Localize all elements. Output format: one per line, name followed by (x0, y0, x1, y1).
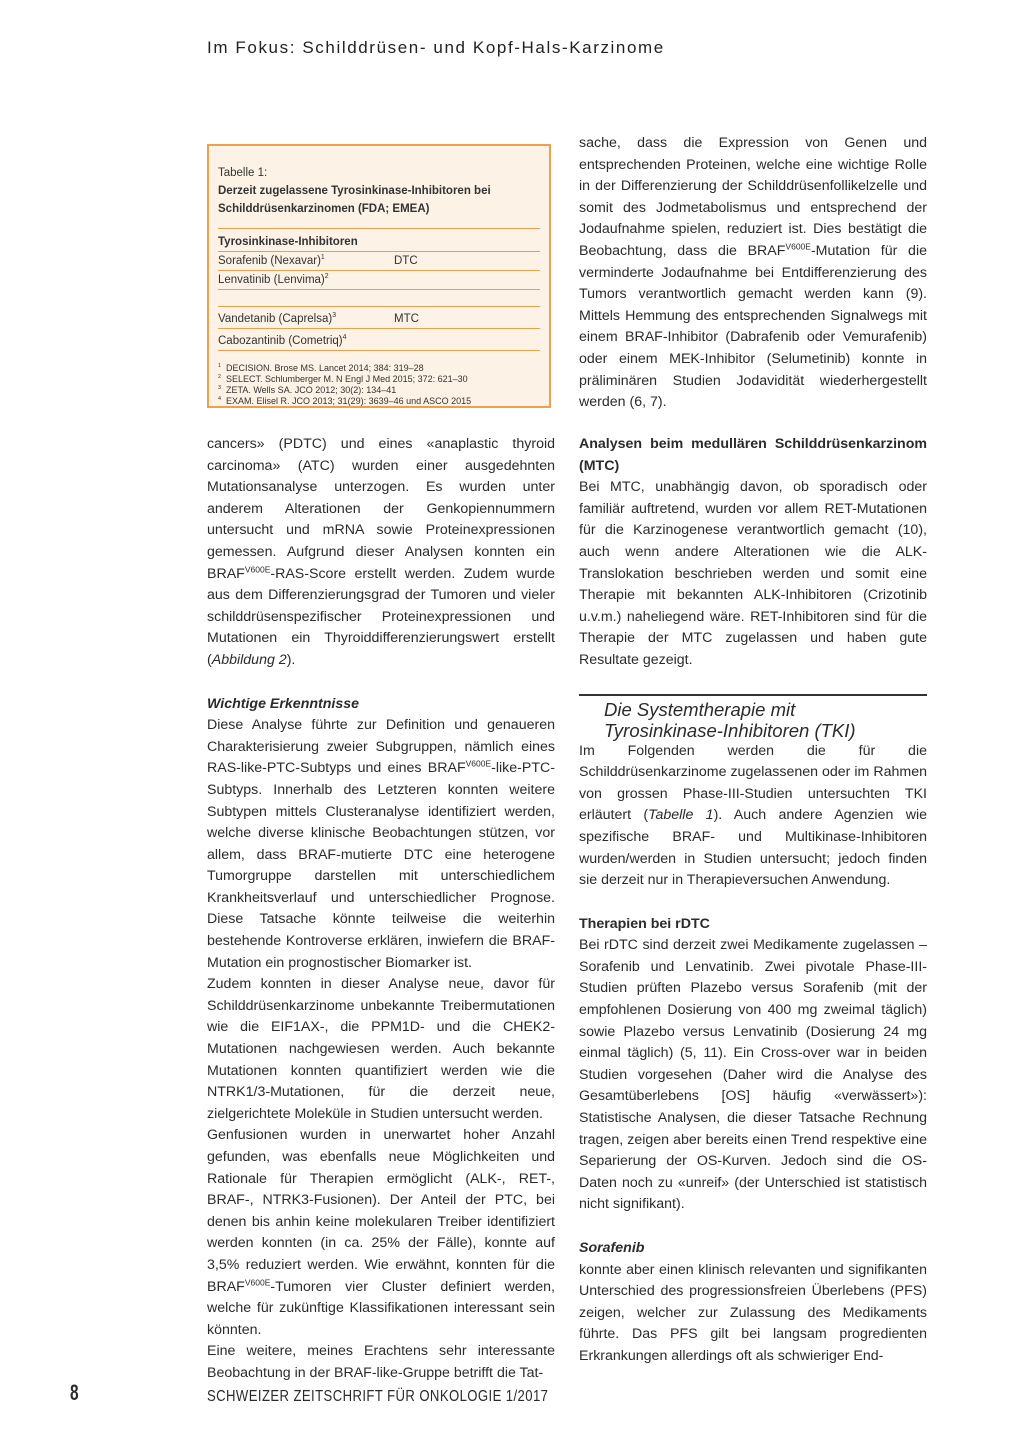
indication (394, 271, 540, 289)
right-column (579, 434, 927, 1368)
drug-footnote-ref: 3 (332, 312, 337, 320)
table-top-rule (218, 228, 540, 229)
table-row (218, 332, 540, 351)
body-paragraph: cancers» (PDTC) und eines «anaplastic thyroid carcinoma» (ATC) wurden einer ausgedehnten Mutationsanalyse unterzogen. Es wurden unter anderem Alterationen der Genkopiennummern untersucht und mRNA sowie Proteinexpressionen gemessen. Aufgrund dieser Analysen konnten ein $BRAF^{V600E}-RAS$-Score erstellt werden. Zudem wurde aus dem Differenzierungsgrad der Tumoren und vieler schilddrüsenspezifischer Proteinexpressionen und Mutationen ein Thyroiddifferenzierungswert erstellt (Abbildung 2). (207, 436, 555, 668)
section-title-systemtherapie: Die Systemtherapie mit Tyrosinkinase-Inhibitoren (TKI) (579, 694, 927, 741)
body-paragraph: Bei MTC, unabhängig davon, ob sporadisch oder familiär auftretend, wurden vor allem RET-Mutationen für die Karzinogenese verantwortlich gemacht (10), auch wenn andere Alterationen wie die ALK-Translokation beschrieben werden und somit eine Therapie mit bekannten ALK-Inhibitoren (Crizotinib u.v.m.) naheliegend wäre. RET-Inhibitoren sind für die Therapie der MTC zugelassen und haben gute Resultate gezeigt. (579, 479, 927, 668)
drug-footnote-ref: 1 (320, 254, 325, 262)
body-paragraph: Diese Analyse führte zur Definition und genaueren Charakterisierung zweier Subgruppen, nämlich eines RAS-like-PTC-Subtyps und eines $BRAF^{V600E}-like-PTC$-Subtyps. Innerhalb des Letzteren konnten weitere Subtypen mittels Clusteranalyse identifiziert werden, welche diverse klinische Beobachtungen stützen, vor allem, dass BRAF-mutierte DTC eine heterogene Tumorgruppe darstellen mit unterschiedlichem Krankheitsverlauf und unterschiedlicher Prognose. Diese Tatsache könnte teilweise die weiterhin bestehende Kontroverse erklären, inwiefern die BRAF-Mutation ein prognostischer Biomarker ist. (207, 717, 555, 971)
body-paragraph: Genfusionen wurden in unerwartet hoher Anzahl gefunden, was ebenfalls neue Möglichkeiten und Rationale für Therapien ermöglicht (ALK-, RET-, BRAF-, NTRK3-Fusionen). Der Anteil der PTC, bei denen bis anhin keine molekularen Treiber identifiziert werden konnten (in ca. 25% der Fälle), konnte auf 3,5% reduziert werden. Wie erwähnt, konnten für die $BRAF^{V600E}$-Tumoren vier Cluster definiert werden, welche für zukünftige Klassifikationen interessant sein könnten. (207, 1127, 555, 1338)
table-title-line2: Schilddrüsenkarzinomen (FDA; EMEA) (218, 203, 430, 215)
drug-name: Vandetanib (Caprelsa) (218, 313, 333, 325)
drug-footnote-ref: 2 (324, 273, 329, 281)
table-row (218, 252, 540, 271)
table-row (218, 271, 540, 290)
table-footnotes (218, 363, 540, 407)
body-paragraph: Eine weitere, meines Erachtens sehr interessante Beobachtung in der BRAF-like-Gruppe betrifft die Tat- (207, 1343, 555, 1381)
table-label: Tabelle 1: (218, 167, 268, 179)
body-paragraph: konnte aber einen klinisch relevanten und signifikanten Unterschied des progressionsfreien Überlebens (PFS) zeigen, welcher zur Zulassung des Medikaments führte. Das PFS gilt bei langsam progredienten Erkrankungen allerdings oft als schwieriger End- (579, 1261, 927, 1364)
drug-name: Sorafenib (Nexavar) (218, 255, 321, 267)
footnote: $^4$ EXAM. Elisel R. JCO 2013; 31(29): 3639–46 und ASCO 2015 (218, 396, 472, 406)
body-paragraph: Im Folgenden werden die für die Schilddrüsenkarzinome zugelassenen oder im Rahmen von grossen Phase-III-Studien untersuchten TKI erläutert (Tabelle 1). Auch andere Agenzien wie spezifische BRAF- und Multikinase-Inhibitoren wurden/werden in Studien untersucht; jedoch finden sie derzeit nur in Therapieversuchen Anwendung. (579, 742, 927, 889)
drug-name: Lenvatinib (Lenvima) (218, 274, 325, 286)
drug-footnote-ref: 4 (342, 334, 347, 342)
journal-footer: SCHWEIZER ZEITSCHRIFT FÜR ONKOLOGIE 1/2017 (207, 1388, 549, 1405)
page-number: 8 (70, 1380, 79, 1405)
left-column (207, 434, 555, 1385)
table-column-header: Tyrosinkinase-Inhibitoren (218, 233, 540, 252)
indication: DTC (394, 255, 418, 267)
body-paragraph: sache, dass die Expression von Genen und entsprechenden Proteinen, welche eine wichtige Rolle in der Differenzierung der Schilddrüsenfollikelzelle und somit des Jodmetabolismus und entsprechend der Jodaufnahme spielen, reduziert ist. Dies bestätigt die Beobachtung, dass die $BRAF^{V600E}$-Mutation für die verminderte Jodaufnahme bei Entdifferenzierung des Tumors verantwortlich gemacht werden kann (9). Mittels Hemmung des entsprechenden Signalwegs mit einem BRAF-Inhibitor (Dabrafenib oder Vemurafenib) oder einem MEK-Inhibitor (Selumetinib) konnte in präliminären Studien Jodavidität wiederhergestellt werden (6, 7). (579, 135, 927, 411)
table-title-line1: Derzeit zugelassene Tyrosinkinase-Inhibitoren bei (218, 185, 491, 197)
indication: MTC (394, 313, 419, 325)
figure-reference: Abbildung 2 (211, 651, 287, 668)
body-paragraph: Zudem konnten in dieser Analyse neue, davor für Schilddrüsenkarzinome unbekannte Treibermutationen wie die EIF1AX-, die PPM1D- und die CHEK2-Mutationen nachgewiesen werden. Auch bekannte Mutationen konnten quantifiziert werden wie die NTRK1/3-Mutationen, für die derzeit neue, zielgerichtete Moleküle in Studien untersucht werden. (207, 976, 555, 1122)
indication (394, 332, 540, 350)
table-reference: Tabelle 1 (648, 807, 714, 824)
footnote: $^2$ SELECT. Schlumberger M. N Engl J Med 2015; 372: 621–30 (218, 374, 468, 384)
section-heading: Sorafenib (579, 1240, 645, 1256)
footnote: $^1$ DECISION. Brose MS. Lancet 2014; 384: 319–28 (218, 363, 424, 373)
running-title: Im Fokus: Schilddrüsen- und Kopf-Hals-Karzinome (207, 38, 665, 57)
right-column-top (579, 133, 927, 414)
drug-name: Cabozantinib (Cometriq) (218, 335, 343, 347)
section-heading: Wichtige Erkenntnisse (207, 695, 360, 712)
section-heading: Analysen beim medullären Schilddrüsenkarzinom (MTC) (579, 436, 927, 474)
section-heading: Therapien bei rDTC (579, 915, 710, 932)
table-spacer-row (218, 290, 540, 307)
footnote: $^3$ ZETA. Wells SA. JCO 2012; 30(2): 134–41 (218, 385, 397, 395)
body-paragraph: Bei rDTC sind derzeit zwei Medikamente zugelassen – Sorafenib und Lenvatinib. Zwei pivotale Phase-III-Studien prüften Plazebo versus Sorafenib (mit der empfohlenen Dosierung von 400 mg zweimal täglich) sowie Plazebo versus Lenvatinib (Dosierung 24 mg einmal täglich) (5, 11). Ein Cross-over war in beiden Studien vorgesehen (Daher wird die Analyse des Gesamtüberlebens [OS] häufig «verwässert»): Statistische Analysen, die dieser Tatsache Rechnung tragen, zeigen aber bereits einen Trend respektive eine Separierung der OS-Kurven. Jedoch sind die OS-Daten noch zu «unreif» (der Unterschied ist statistisch nicht signifikant). (579, 937, 927, 1213)
table-row (218, 310, 540, 329)
table-1-box (207, 144, 551, 408)
